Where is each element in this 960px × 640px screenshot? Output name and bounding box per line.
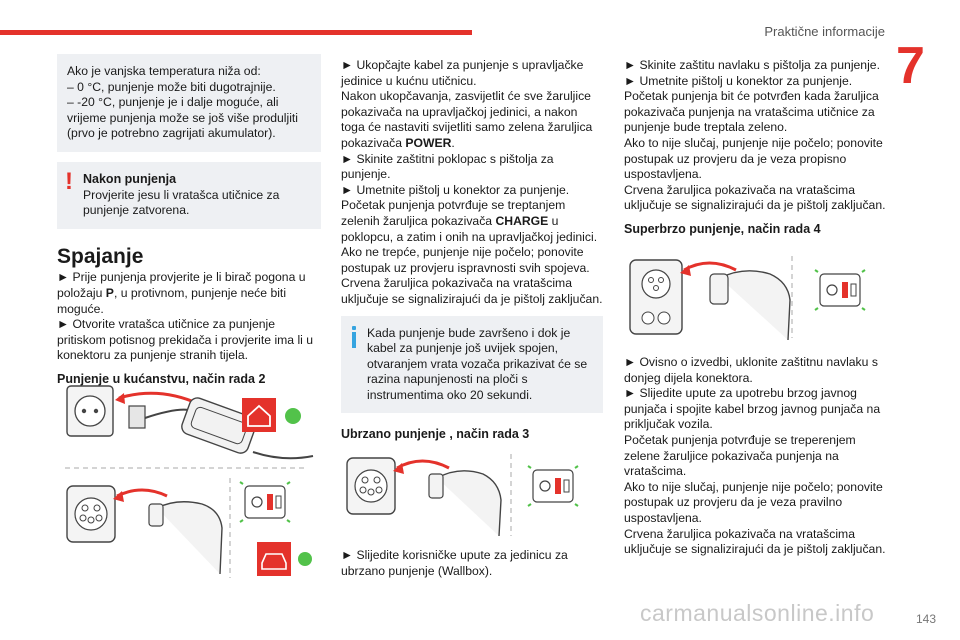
mode2-illustration	[57, 378, 319, 586]
connect-arrow-icon	[117, 490, 167, 496]
paragraph: ► Slijedite korisničke upute za jedinicu za ubrzano punjenje (Wallbox).	[341, 548, 568, 578]
warning-text: Provjerite jesu li vratašca utičnice za punjenje zatvorena.	[83, 187, 280, 218]
mode3-heading: Ubrzano punjenje , način rada 3	[341, 427, 530, 442]
charging-gun-icon	[157, 502, 222, 574]
paragraph: Ako to nije slučaj, punjenje nije počelo; ponovite postupak uz provjeru da je veza propisno uspostavljena.	[624, 135, 883, 182]
note-line: – 0 °C, punjenje može biti dugotrajnije.	[67, 79, 276, 94]
warning-icon: !	[65, 167, 73, 195]
watermark: carmanualsonline.info	[640, 600, 875, 626]
warning-box	[57, 162, 321, 229]
temperature-note-box	[57, 54, 321, 152]
paragraph: Ako to nije slučaj, punjenje nije počelo; ponovite postupak uz provjeru da je veza pravilno uspostavljena.	[624, 479, 883, 525]
page-number: 143	[915, 612, 936, 626]
paragraph: ► Umetnite pištolj u konektor za punjenje.	[341, 182, 570, 197]
mode4-illustration	[624, 250, 892, 342]
section-title: Praktične informacije	[764, 24, 885, 39]
paragraph: Crvena žaruljica pokazivača na vratašcima uključuje se signalizirajući da je pištolj zaključan.	[624, 182, 886, 213]
paragraph: Ako ne trepće, punjenje nije počelo; ponovite postupak uz provjeru ispravnosti svih spojeva.	[341, 245, 590, 275]
plug-in-arrow-icon	[119, 393, 199, 404]
column-1	[57, 54, 321, 388]
status-led-icon	[298, 552, 312, 566]
connect-arrow-icon	[397, 461, 449, 468]
info-box	[341, 316, 603, 414]
paragraph: Nakon ukopčavanja, zasvijetlit će sve žaruljice pokazivača na upravljačkoj jedinici, a nakon toga će nastaviti svijetliti samo zelena žaruljica pokazivača POWER.	[341, 89, 593, 150]
column-3	[624, 58, 894, 238]
paragraph: ► Skinite zaštitni poklopac s pištolja za punjenje.	[341, 151, 554, 182]
info-text: Kada punjenje bude završeno i dok je kabel za punjenje još uvijek spojen, otvaranjem vrata vozača prikazivat će se razina napunjenosti na ploči s instrumentima oko 20 sekundi.	[367, 325, 588, 402]
paragraph: Početak punjenja potvrđuje se treptanjem zelenih žaruljica pokazivača CHARGE u poklopcu, a zatim i onih na upravljačkoj jedinici.	[341, 198, 598, 244]
door-indicator-icon	[820, 274, 860, 306]
status-led-icon	[285, 408, 301, 424]
mode2-heading: Punjenje u kućanstvu, način rada 2	[57, 371, 266, 386]
column-2	[341, 58, 603, 443]
step-text: ► Otvorite vratašca utičnice za punjenje pritiskom potisnog prekidača i provjerite ima li u konektoru za punjenje stranih tijela.	[57, 317, 314, 363]
door-indicator-icon	[245, 486, 285, 518]
mode4-heading: Superbrzo punjenje, način rada 4	[624, 221, 821, 236]
chapter-number: 7	[896, 37, 925, 95]
paragraph: ► Ovisno o izvedbi, uklonite zaštitnu navlaku s donjeg dijela konektora.	[624, 355, 878, 385]
paragraph: ► Umetnite pištolj u konektor za punjenje.	[624, 73, 853, 88]
column-3-bottom	[624, 355, 894, 558]
paragraph: ► Slijedite upute za upotrebu brzog javnog punjača i spojite kabel brzog javnog punjača na priključak vozila.	[624, 386, 881, 432]
charging-gun-icon	[437, 471, 501, 536]
warning-title: Nakon punjenja	[83, 171, 177, 186]
section-heading: Spajanje	[57, 244, 144, 268]
paragraph: Crvena žaruljica pokazivača na vratašcima uključuje se signalizirajući da je pištolj zaključan.	[341, 276, 603, 306]
connect-arrow-icon	[684, 263, 736, 270]
paragraph: Crvena žaruljica pokazivača na vratašcima uključuje se signalizirajući da je pištolj zaključan.	[624, 526, 886, 557]
note-line: – -20 °C, punjenje je i dalje moguće, ali vrijeme punjenja može se još više produljiti (prvo je potrebno zagrijati akumulator).	[67, 95, 298, 141]
charging-gun-icon	[720, 271, 790, 340]
column-2-bottom	[341, 548, 603, 579]
header-accent-bar	[0, 30, 472, 35]
note-line: Ako je vanjska temperatura niža od:	[67, 64, 261, 78]
paragraph: Početak punjenja bit će potvrđen kada žaruljica pokazivača punjenja na vratašcima utičnice za punjenje bude treptala zeleno.	[624, 89, 879, 135]
door-indicator-icon	[533, 470, 573, 502]
mode3-illustration	[341, 448, 603, 540]
step-text: ► Prije punjenja provjerite je li birač pogona u položaju P, u protivnom, punjenje neće biti moguće.	[57, 270, 306, 316]
paragraph: ► Ukopčajte kabel za punjenje s upravljačke jedinice u kućnu utičnicu.	[341, 58, 584, 88]
car-icon	[257, 542, 291, 576]
paragraph: ► Skinite zaštitu navlaku s pištolja za punjenje.	[624, 58, 880, 72]
info-icon	[351, 326, 357, 348]
paragraph: Početak punjenja potvrđuje se treperenjem zelene žaruljice pokazivača punjenja na vratašcima.	[624, 432, 856, 479]
